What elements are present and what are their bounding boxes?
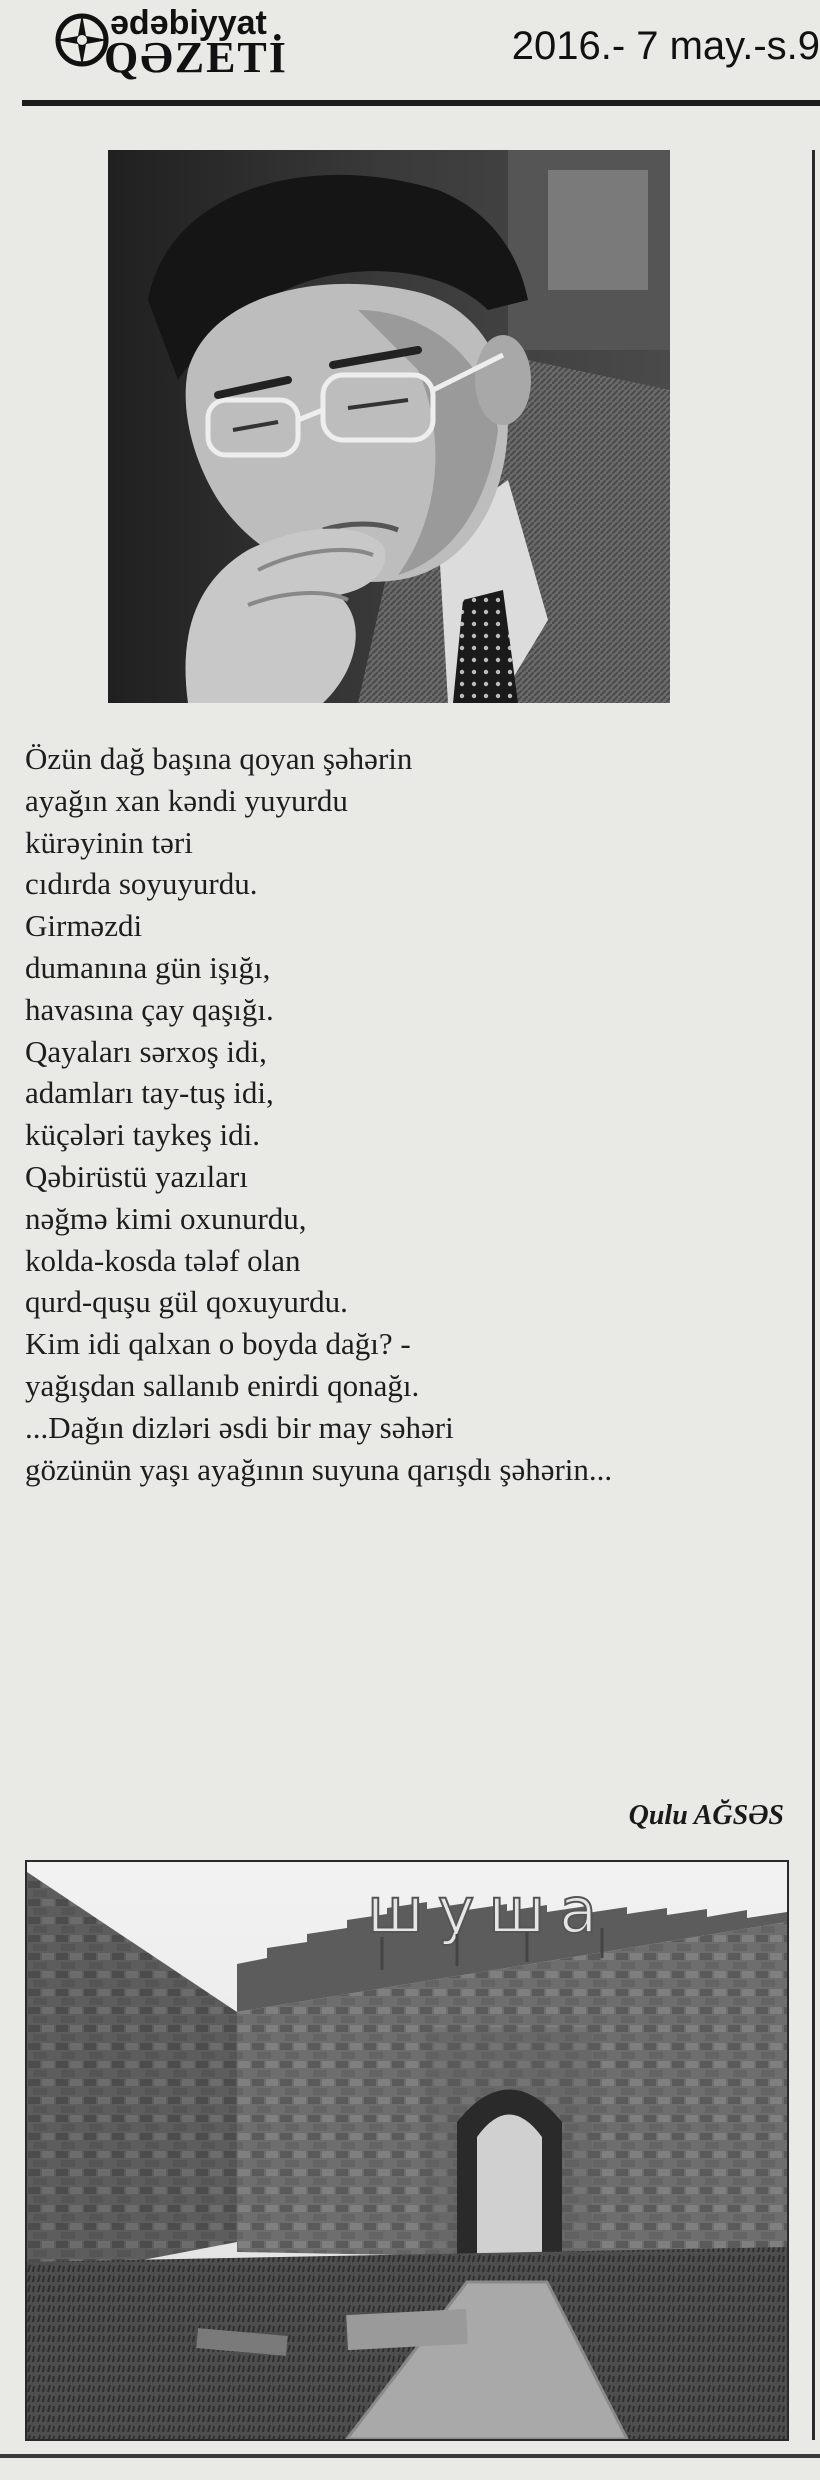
shusha-fortress-photo (25, 1860, 789, 2441)
masthead (0, 0, 820, 104)
poem-line: dumanına gün işığı, (25, 949, 271, 985)
logo-text-top: ədəbiyyat (110, 4, 267, 42)
poem-line: Özün dağ başına qoyan şəhərin (25, 741, 413, 776)
fortress-illustration (27, 1862, 787, 2439)
poem-line: Qəbirüstü yazıları (25, 1158, 248, 1194)
newspaper-logo (52, 2, 332, 82)
header-divider (22, 100, 820, 106)
poem-line: cıdırda soyuyurdu. (25, 866, 258, 902)
poem-line: gözünün yaşı ayağının suyuna qarışdı şəhərin... (25, 1451, 613, 1487)
poem-line: Qayaları sərxoş idi, (25, 1033, 267, 1069)
poem-line: Kim idi qalxan o boyda dağı? - (25, 1326, 411, 1362)
poem-line: kürəyinin təri (25, 824, 193, 860)
logo-text-bottom: QƏZETİ (104, 33, 288, 82)
portrait-illustration (108, 150, 670, 703)
author-portrait (108, 150, 670, 703)
poem-line: havasına çay qaşığı. (25, 991, 274, 1027)
poem-line: adamları tay-tuş idi, (25, 1075, 274, 1111)
poem-text (25, 738, 795, 1490)
poem-line: yağışdan sallanıb enirdi qonağı. (25, 1367, 420, 1403)
author-signature: Qulu AĞSƏS (628, 1800, 784, 1831)
poem-line: ayağın xan kəndi yuyurdu (25, 782, 348, 818)
poem-line: Girməzdi (25, 908, 143, 944)
poem-line: kolda-kosda tələf olan (25, 1242, 301, 1278)
poem-line: qurd-quşu gül qoxuyurdu. (25, 1284, 348, 1320)
shusha-sign-letters: шуша (367, 1874, 612, 1947)
compass-star-icon (52, 10, 112, 70)
poem-line: ...Dağın dizləri əsdi bir may səhəri (25, 1409, 454, 1445)
poem-line: nəğmə kimi oxunurdu, (25, 1200, 307, 1236)
column-divider (812, 150, 815, 2440)
issue-date: 2016.- 7 may.-s.9 (511, 24, 820, 68)
footer-divider (0, 2454, 820, 2458)
poem-line: küçələri taykeş idi. (25, 1117, 260, 1153)
